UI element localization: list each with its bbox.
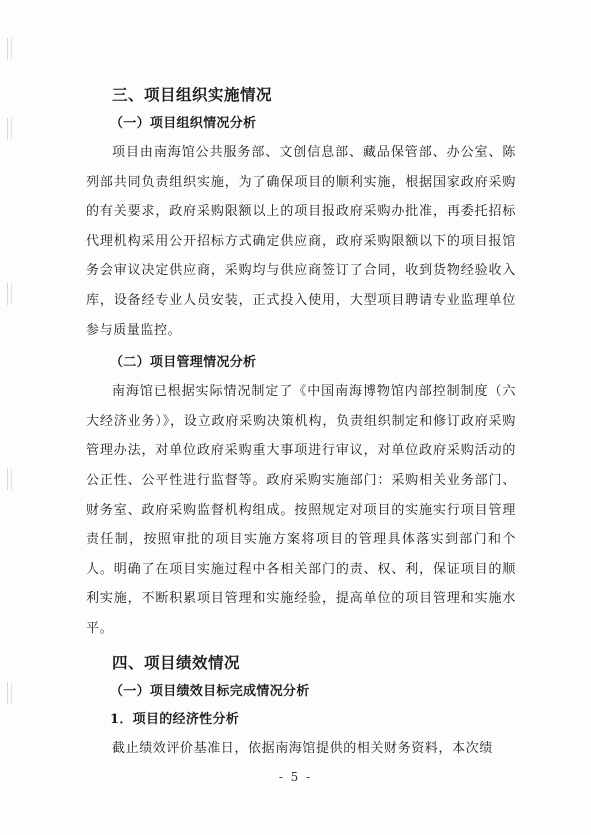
scan-binding-mark bbox=[7, 38, 12, 60]
section-4-1-heading: （一）项目绩效目标完成情况分析 bbox=[110, 683, 310, 699]
section-4-1-1-heading: 1．项目的经济性分析 bbox=[110, 711, 240, 727]
document-body bbox=[86, 80, 516, 763]
scan-binding-mark bbox=[7, 283, 12, 305]
section-3-1-heading: （一）项目组织情况分析 bbox=[110, 116, 257, 131]
section-3-2-heading: （二）项目管理情况分析 bbox=[110, 355, 257, 371]
scan-binding-mark bbox=[7, 468, 12, 490]
section-3-1-paragraph: 项目由南海馆公共服务部、文创信息部、藏品保管部、办公室、陈列部共同负责组织实施，为了确保项目的顺利实施，根据国家政府采购的有关要求，政府采购限额以上的项目报政府采购办批准，再委托招标代理机构采用公开招标方式确定供应商，政府采购限额以下的项目报馆务会审议决定供应商，采购均与供应商签订了合同，收到货物经验收入库，设备经专业人员安装，正式投入使用，大型项目聘请专业监理单位参与质量监控。 bbox=[86, 145, 516, 338]
page-number: - 5 - bbox=[278, 770, 313, 784]
section-4-1-1-paragraph: 截止绩效评价基准日，依据南海馆提供的相关财务资料，本次绩 bbox=[112, 740, 493, 756]
section-3-2-paragraph: 南海馆已根据实际情况制定了《中国南海博物馆内部控制制度（六大经济业务）》，设立政府采购决策机构，负责组织制定和修订政府采购管理办法，对单位政府采购重大事项进行审议，对单位政府采购活动的公正性、公平性进行监督等。政府采购实施部门：采购相关业务部门、财务室、政府采购监督机构组成。按照规定对项目的实施实行项目管理责任制，按照审批的项目实施方案将项目的管理具体落实到部门和个人。明确了在项目实施过程中各相关部门的责、权、利，保证项目的顺利实施，不断积累项目管理和实施经验，提高单位的项目管理和实施水平。 bbox=[86, 384, 516, 636]
section-4-heading: 四、项目绩效情况 bbox=[112, 652, 241, 672]
scan-binding-mark bbox=[7, 682, 12, 704]
scan-binding-mark bbox=[7, 118, 12, 140]
section-3-heading: 三、项目组织实施情况 bbox=[112, 85, 273, 104]
